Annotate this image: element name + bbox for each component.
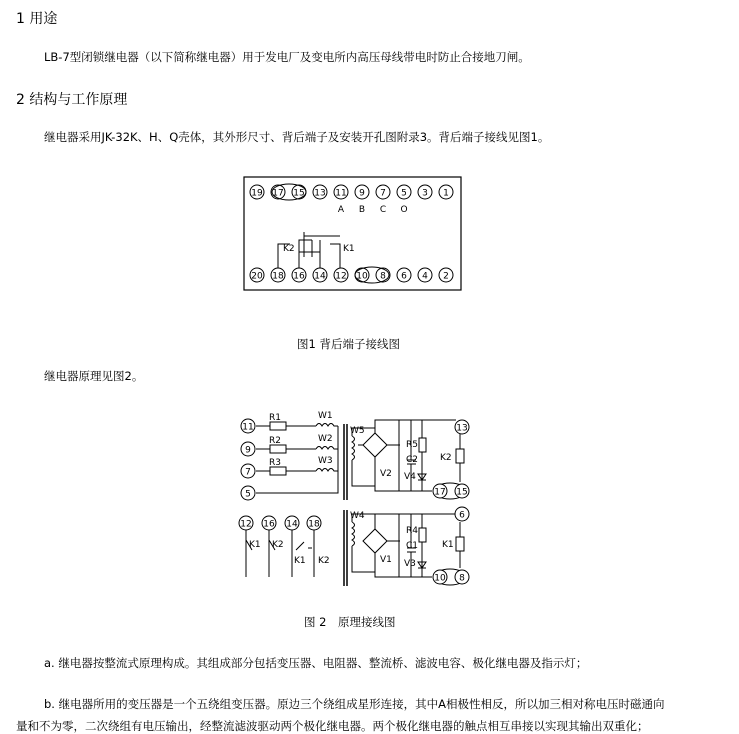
fig2-contact-k2b: K2: [318, 556, 330, 566]
svg-text:10: 10: [434, 573, 446, 584]
fig2-input-terminal-9: [241, 442, 255, 456]
svg-text:3: 3: [422, 188, 428, 199]
paragraph-a: a. 继电器按整流式原理构成。其组成部分包括变压器、电阻器、整流桥、滤波电容、极化继电器及指示灯；: [44, 656, 588, 670]
fig2-r3: R3: [269, 458, 281, 468]
svg-text:8: 8: [380, 271, 386, 282]
fig2-contact-k1: K1: [249, 540, 261, 550]
svg-text:20: 20: [251, 271, 263, 282]
svg-text:14: 14: [314, 271, 326, 282]
fig2-terminal-13: [455, 420, 469, 434]
svg-text:15: 15: [293, 188, 305, 199]
figure-2-caption: 图 2 原理接线图: [304, 615, 396, 629]
fig2-contact-terminal-16: [262, 516, 276, 530]
fig2-r5: R5: [406, 440, 418, 450]
svg-text:16: 16: [263, 519, 275, 530]
figure-2-intro: 继电器原理见图2。: [44, 369, 144, 383]
fig1-k1-label: K1: [343, 244, 355, 254]
fig2-c2: C2: [406, 455, 419, 465]
fig2-v2: V2: [380, 469, 392, 479]
fig2-w1: W1: [318, 411, 333, 421]
fig1-phase-O: O: [400, 205, 408, 215]
fig2-w2: W2: [318, 434, 333, 444]
fig2-v1: V1: [380, 555, 392, 565]
svg-text:7: 7: [380, 188, 386, 199]
svg-text:5: 5: [401, 188, 407, 199]
fig2-c1: C1: [406, 541, 419, 551]
svg-text:17: 17: [434, 487, 446, 498]
fig2-terminal-17: [433, 484, 447, 498]
svg-text:4: 4: [422, 271, 428, 282]
svg-text:14: 14: [286, 519, 298, 530]
fig2-contact-k2: K2: [272, 540, 284, 550]
svg-text:12: 12: [240, 519, 252, 530]
fig2-r1: R1: [269, 413, 281, 423]
svg-text:19: 19: [251, 188, 263, 199]
svg-text:6: 6: [459, 510, 465, 521]
svg-text:15: 15: [456, 487, 468, 498]
fig2-input-terminal-11: [241, 419, 255, 433]
svg-text:5: 5: [245, 489, 251, 500]
svg-text:1: 1: [443, 188, 449, 199]
section-2-title: 2 结构与工作原理: [16, 92, 128, 108]
fig1-phase-B: B: [358, 205, 366, 215]
fig1-phase-A: A: [337, 205, 345, 215]
fig2-contact-terminal-18: [307, 516, 321, 530]
section-1-title: 1 用途: [16, 11, 58, 27]
svg-text:18: 18: [272, 271, 284, 282]
svg-text:17: 17: [272, 188, 284, 199]
paragraph-b-line-1: b. 继电器所用的变压器是一个五绕组变压器。原边三个绕组成星形连接，其中A相极性相反，所以加三相对称电压时磁通向: [44, 697, 665, 711]
section-2-body: 继电器采用JK-32K、H、Q壳体，其外形尺寸、背后端子及安装开孔图附录3。背后端子接线见图1。: [44, 130, 550, 144]
fig2-contact-terminal-12: [239, 516, 253, 530]
fig2-k1: K1: [442, 540, 454, 550]
svg-text:9: 9: [245, 445, 251, 456]
svg-text:6: 6: [401, 271, 407, 282]
fig2-r4: R4: [406, 526, 418, 536]
svg-text:13: 13: [456, 423, 468, 434]
figure-1-caption: 图1 背后端子接线图: [297, 337, 400, 351]
svg-text:9: 9: [359, 188, 365, 199]
fig2-v3: V3: [404, 559, 416, 569]
svg-text:7: 7: [245, 467, 251, 478]
paragraph-b-line-2: 量和不为零，二次绕组有电压输出，经整流滤波驱动两个极化继电器。两个极化继电器的触点相互串接以实现其输出双重化；: [16, 719, 649, 733]
fig1-phase-C: C: [379, 205, 387, 215]
fig2-input-terminal-7: [241, 464, 255, 478]
svg-text:2: 2: [443, 271, 449, 282]
section-1-body: LB-7型闭锁继电器（以下简称继电器）用于发电厂及变电所内高压母线带电时防止合接地刀闸。: [44, 50, 530, 64]
fig2-v4: V4: [404, 472, 416, 482]
fig2-w4: W4: [350, 511, 365, 521]
svg-text:18: 18: [308, 519, 320, 530]
svg-text:13: 13: [314, 188, 326, 199]
fig2-k2: K2: [440, 453, 452, 463]
fig2-terminal-6: [455, 507, 469, 521]
fig2-contact-k1b: K1: [294, 556, 306, 566]
fig2-terminal-8: [455, 570, 469, 584]
svg-text:11: 11: [335, 188, 347, 199]
svg-text:16: 16: [293, 271, 305, 282]
fig2-contact-terminal-14: [285, 516, 299, 530]
fig2-terminal-15: [455, 484, 469, 498]
svg-text:10: 10: [356, 271, 368, 282]
svg-text:8: 8: [459, 573, 465, 584]
fig2-input-terminal-5: [241, 486, 255, 500]
fig2-w3: W3: [318, 456, 333, 466]
svg-text:12: 12: [335, 271, 347, 282]
svg-text:11: 11: [242, 422, 254, 433]
fig2-terminal-10: [433, 570, 447, 584]
fig2-r2: R2: [269, 436, 281, 446]
fig1-k2-label: K2: [283, 244, 295, 254]
fig2-w5: W5: [350, 426, 365, 436]
